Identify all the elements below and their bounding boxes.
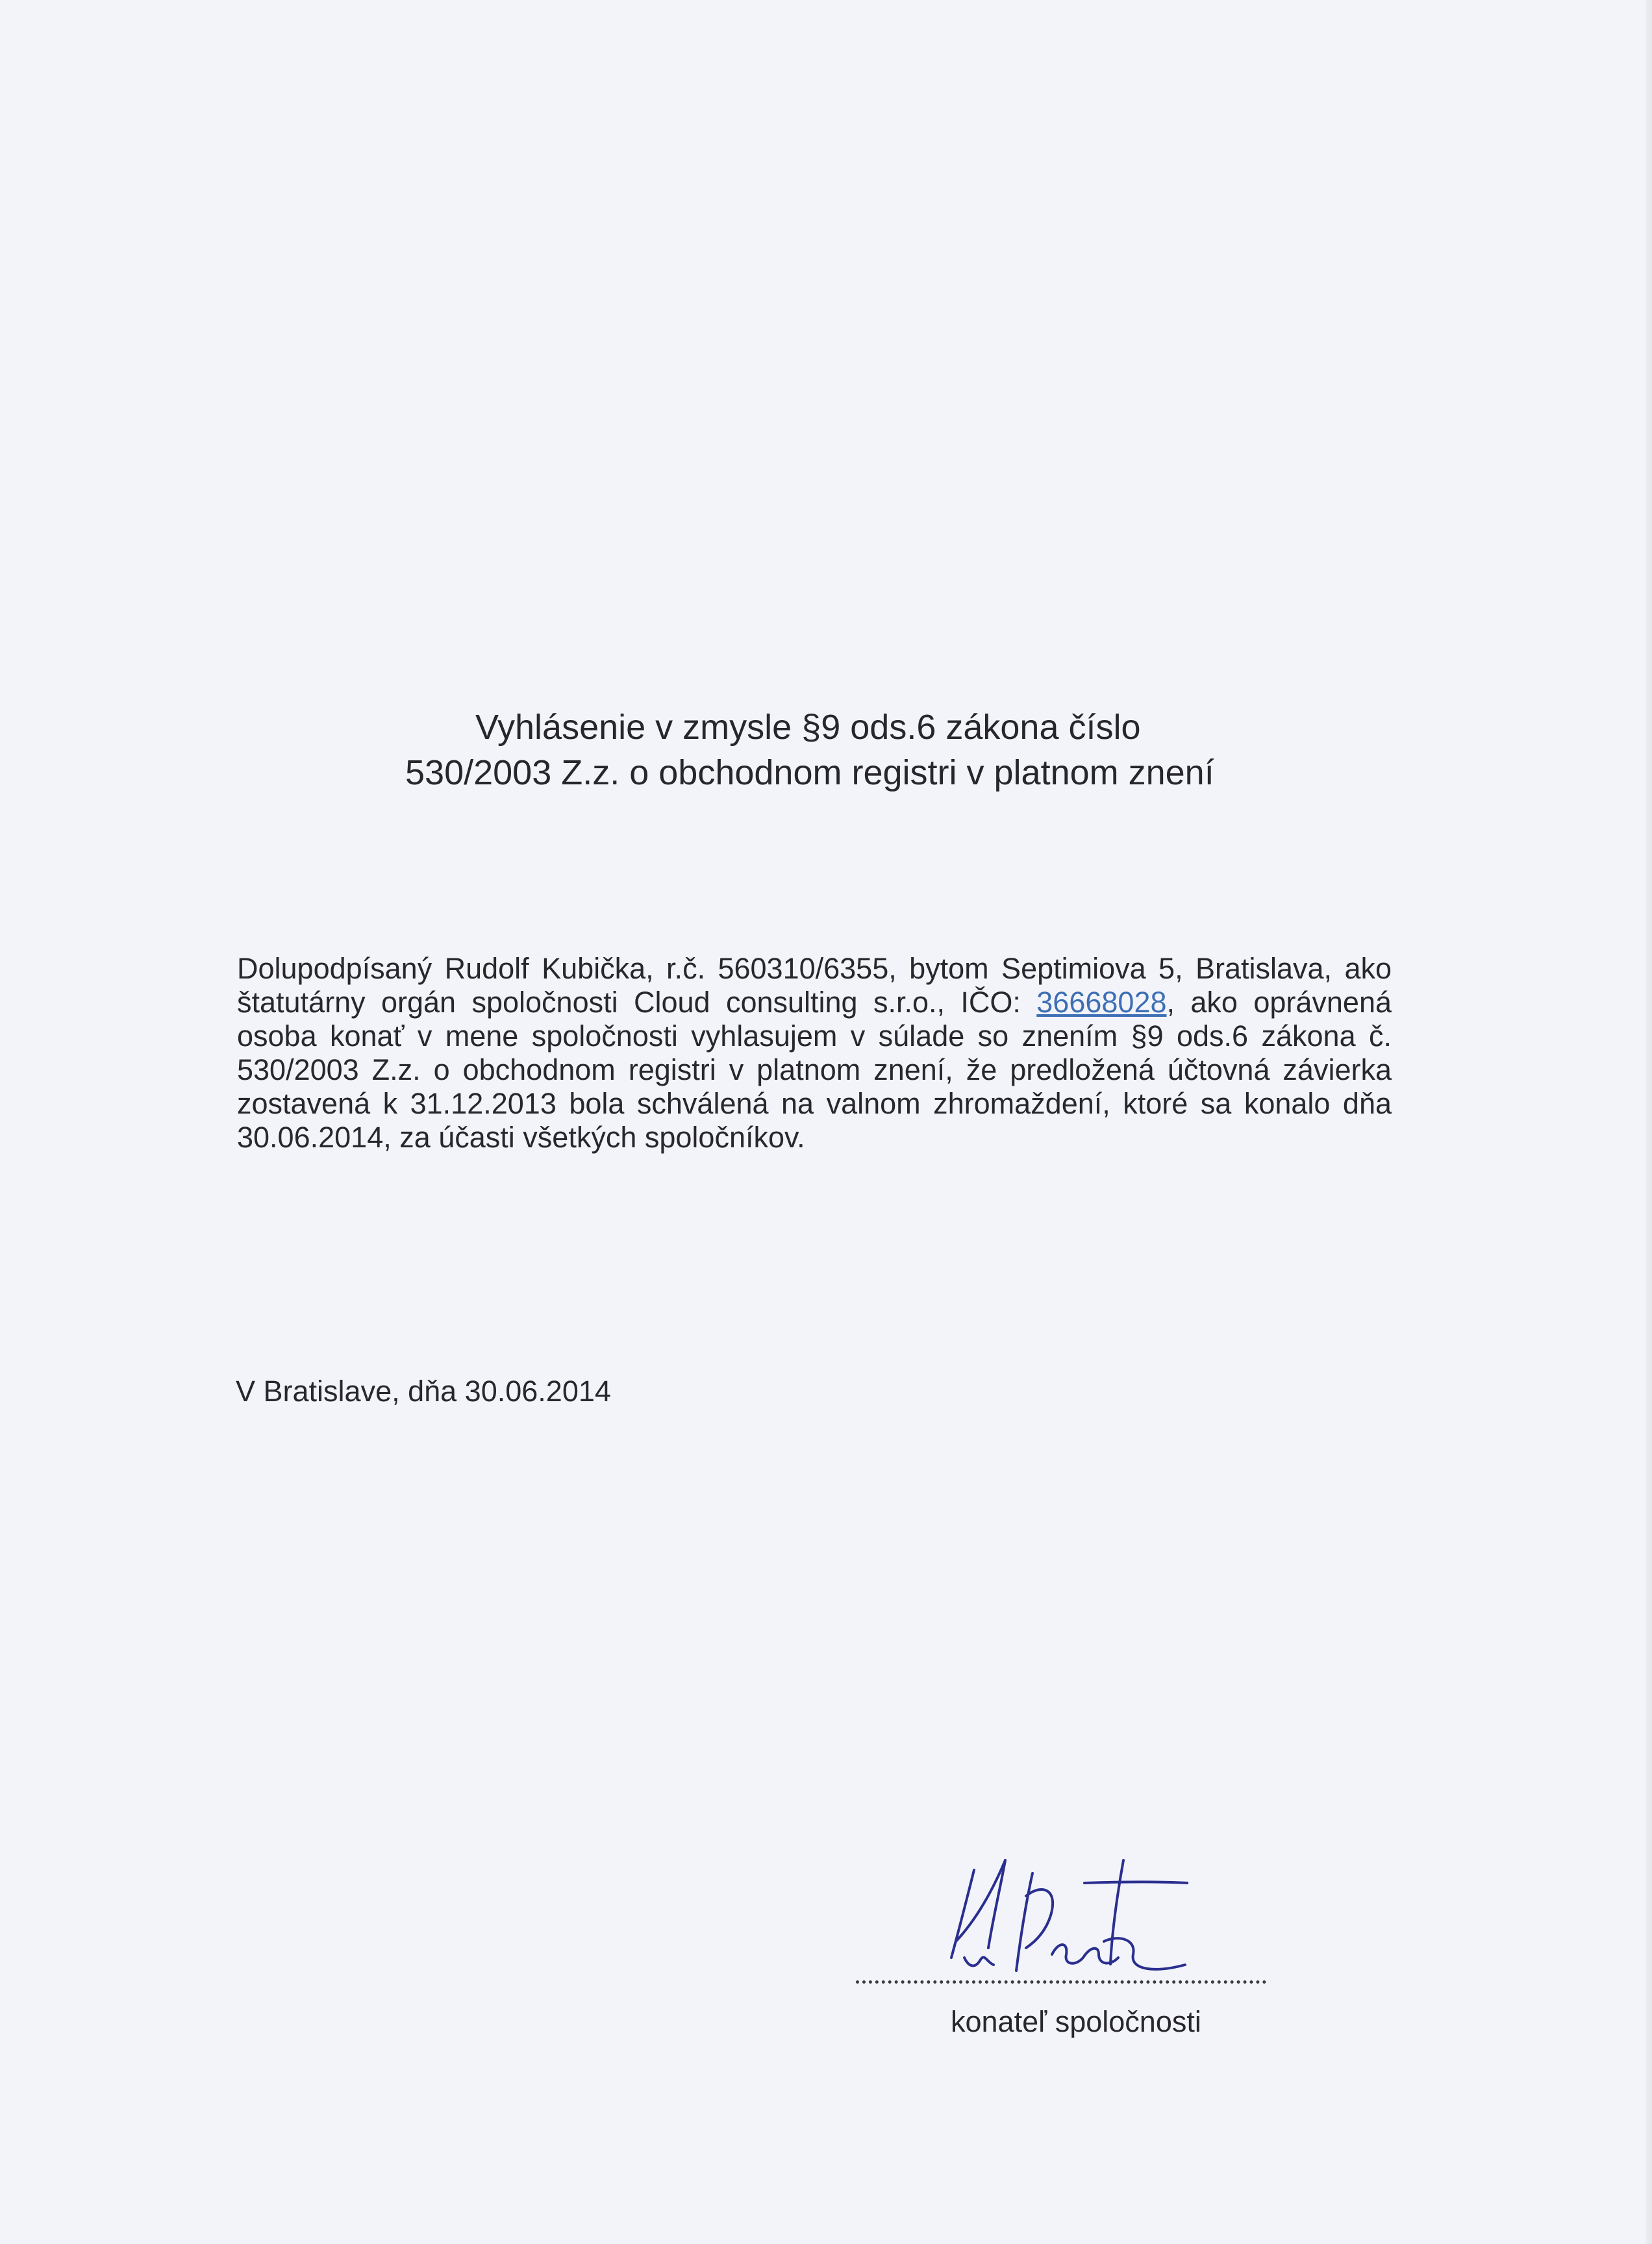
signature-line — [856, 1980, 1266, 1984]
title-line-1: Vyhlásenie v zmysle §9 ods.6 zákona číslo — [475, 708, 1141, 747]
ico-link[interactable]: 36668028 — [1036, 986, 1167, 1019]
handwritten-signature — [929, 1844, 1188, 1980]
declaration-paragraph — [237, 952, 1392, 1154]
paragraph-text-end: , ako oprávnená osoba konať v mene spoločnosti vyhlasujem v súlade so znením §9 ods.6 zákona č. 530/2003 Z.z. o obchodnom registri v platnom znení, že predložená účtovná závierka zostavená k 31.12.2013 bola schválená na valnom zhromaždení, ktoré sa konalo dňa 30.06.2014, za účasti všetkých spoločníkov. — [237, 986, 1392, 1154]
signature-role: konateľ spoločnosti — [951, 2005, 1201, 2038]
page-edge — [1646, 0, 1652, 2244]
paragraph-text-start: Dolupodpísaný Rudolf Kubička, r.č. 560310/6355, bytom Septimiova 5, Bratislava, ako štatutárny orgán spoločnosti Cloud consulting s.r.o., IČO: — [237, 952, 1392, 1019]
signature-block — [844, 1844, 1273, 2058]
place-and-date: V Bratislave, dňa 30.06.2014 — [236, 1375, 611, 1408]
title-line-2: 530/2003 Z.z. o obchodnom registri v platnom znení — [405, 753, 1214, 792]
document-title — [364, 704, 1273, 795]
